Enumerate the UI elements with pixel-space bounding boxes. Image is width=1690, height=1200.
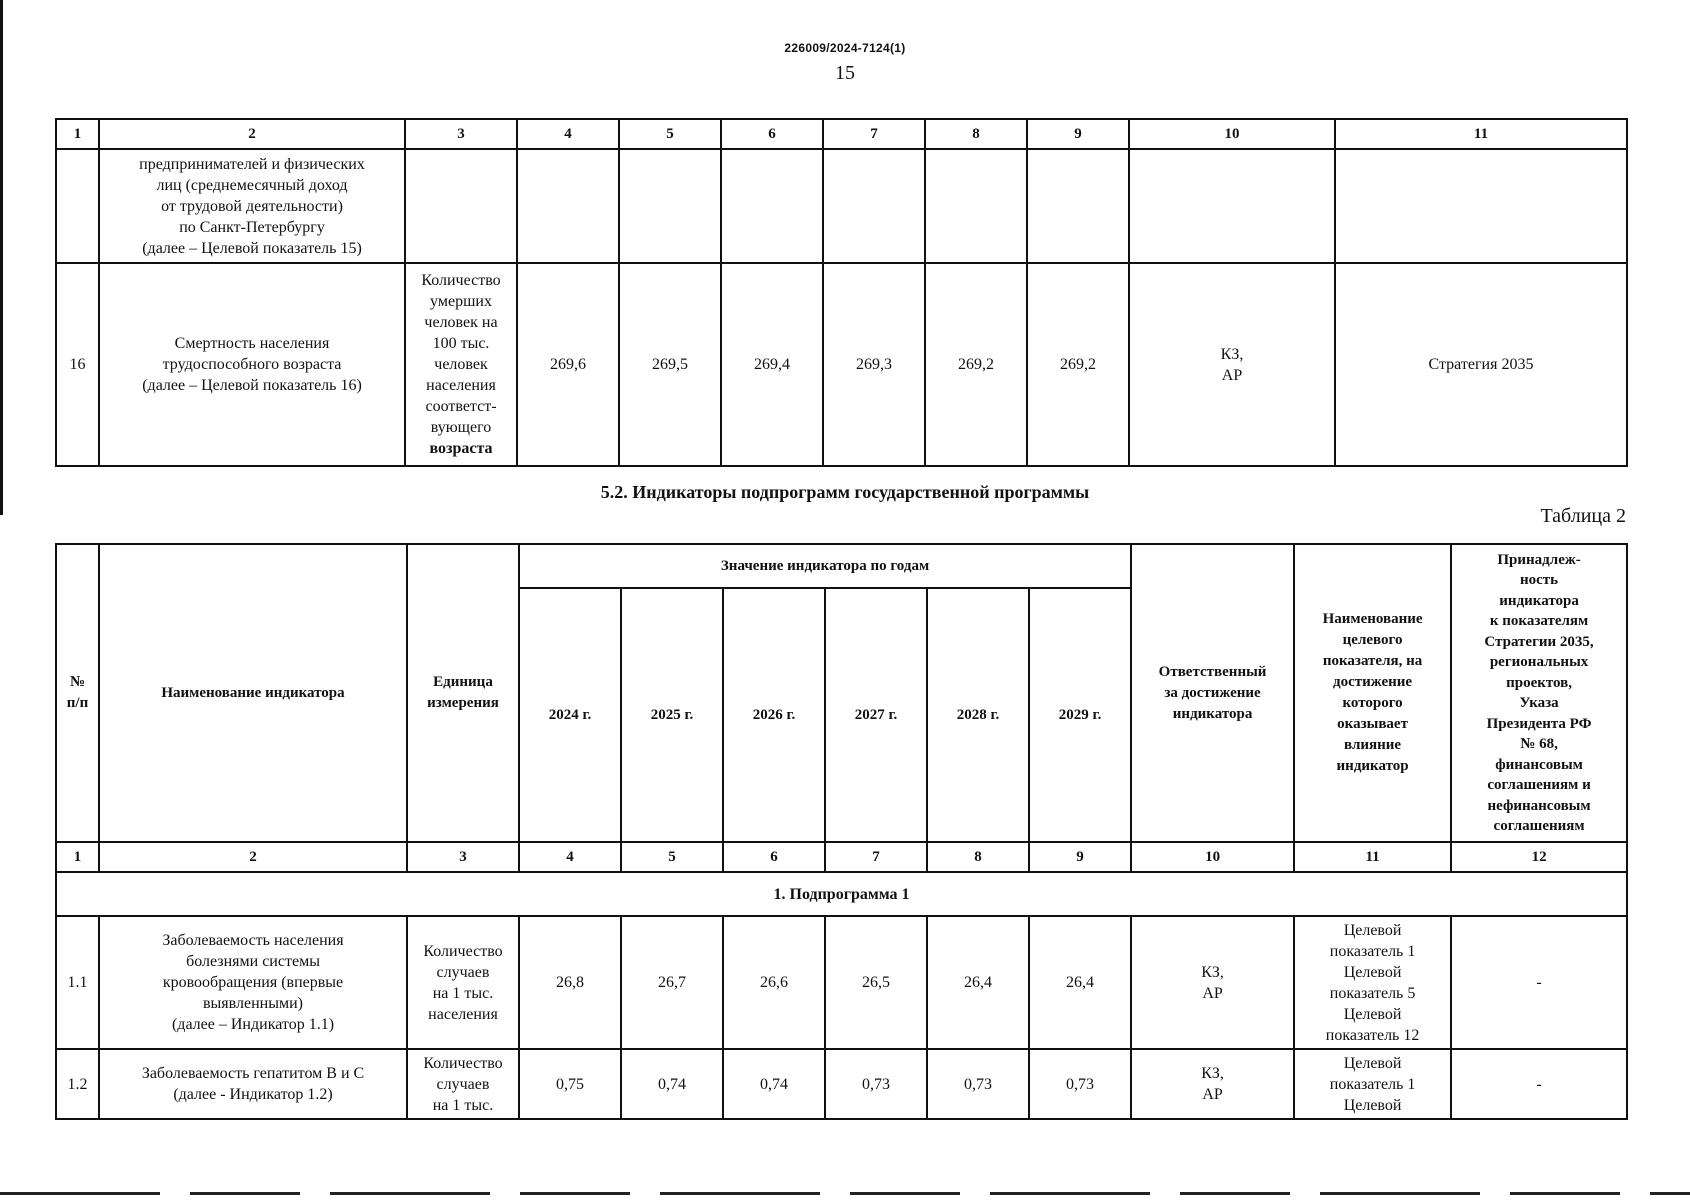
subprogram-row [56, 872, 1627, 916]
value-cell: 26,6 [723, 916, 825, 1049]
row-number: 16 [56, 263, 99, 466]
header-year: 2026 г. [723, 588, 825, 842]
indicator-name [99, 263, 405, 466]
responsible [1129, 263, 1335, 466]
table-row [56, 1049, 1627, 1119]
table-row [56, 263, 1627, 466]
value-cell: 26,4 [1029, 916, 1131, 1049]
column-number: 2 [99, 842, 407, 872]
column-number: 11 [1335, 119, 1627, 149]
column-number: 2 [99, 119, 405, 149]
column-number: 8 [925, 119, 1027, 149]
value-cell: 269,3 [823, 263, 925, 466]
unit: Количество случаев на 1 тыс. [407, 1049, 519, 1119]
responsible: КЗ, АР [1131, 1049, 1294, 1119]
belonging: - [1451, 1049, 1627, 1119]
value-cell: 0,73 [825, 1049, 927, 1119]
subprogram-title: 1. Подпрограмма 1 [56, 872, 1627, 916]
value-cell: 269,2 [925, 263, 1027, 466]
column-number: 4 [517, 119, 619, 149]
column-number: 1 [56, 842, 99, 872]
row-number: 1.1 [56, 916, 99, 1049]
unit-line: вующего [430, 419, 492, 436]
column-number: 6 [723, 842, 825, 872]
responsible-line: КЗ, [1220, 345, 1244, 363]
unit-line: 100 тыс. [432, 335, 490, 352]
header-num: № п/п [56, 544, 99, 842]
table-row-continuation [56, 149, 1627, 263]
column-number: 5 [621, 842, 723, 872]
document-number: 226009/2024-7124(1) [784, 41, 906, 55]
unit-line: умерших [430, 293, 492, 310]
bottom-rule [0, 1192, 1690, 1195]
header-target: Наименование целевого показателя, на достижение которого оказывает влияние индикатор [1294, 544, 1451, 842]
responsible: КЗ, АР [1131, 916, 1294, 1049]
value-cell: 269,4 [721, 263, 823, 466]
indicators-table-continuation [55, 118, 1628, 467]
unit-line: населения [426, 377, 496, 394]
header-year: 2028 г. [927, 588, 1029, 842]
section-title: 5.2. Индикаторы подпрограмм государственной программы [600, 482, 1090, 502]
column-number: 11 [1294, 842, 1451, 872]
header-year: 2024 г. [519, 588, 621, 842]
value-cell: 26,5 [825, 916, 927, 1049]
name-line: по Санкт-Петербургу [179, 218, 325, 236]
name-line: лиц (среднемесячный доход [156, 176, 348, 194]
row-number: 1.2 [56, 1049, 99, 1119]
name-line: (далее – Целевой показатель 15) [142, 239, 362, 257]
indicator-name [99, 149, 405, 263]
column-number: 7 [823, 119, 925, 149]
table-header-row [56, 544, 1627, 588]
table-label: Таблица 2 [1540, 505, 1626, 527]
indicator-name: Заболеваемость гепатитом В и С (далее - Индикатор 1.2) [99, 1049, 407, 1119]
value-cell: 0,75 [519, 1049, 621, 1119]
header-responsible: Ответственный за достижение индикатора [1131, 544, 1294, 842]
unit-line: человек [434, 356, 488, 373]
value-cell: 26,8 [519, 916, 621, 1049]
header-values-group: Значение индикатора по годам [519, 544, 1131, 588]
header-year: 2029 г. [1029, 588, 1131, 842]
column-number: 3 [405, 119, 517, 149]
column-number: 10 [1129, 119, 1335, 149]
header-belonging: Принадлеж- ность индикатора к показателям Стратегии 2035, региональных проектов, Указа Президента РФ № 68, финансовым соглашениям и нефинансовым соглашениям [1451, 544, 1627, 842]
column-number: 12 [1451, 842, 1627, 872]
subprogram-indicators-table [55, 543, 1628, 1120]
unit-line: Количество [421, 272, 501, 289]
header-year: 2027 г. [825, 588, 927, 842]
value-cell: 269,6 [517, 263, 619, 466]
source: Стратегия 2035 [1335, 263, 1627, 466]
column-number: 9 [1027, 119, 1129, 149]
name-line: трудоспособного возраста [162, 356, 342, 373]
column-number-row [56, 842, 1627, 872]
column-number: 1 [56, 119, 99, 149]
unit-line: возраста [429, 440, 493, 457]
column-number: 3 [407, 842, 519, 872]
value-cell: 269,5 [619, 263, 721, 466]
column-number: 7 [825, 842, 927, 872]
column-number: 10 [1131, 842, 1294, 872]
column-number: 9 [1029, 842, 1131, 872]
column-number: 6 [721, 119, 823, 149]
unit [405, 263, 517, 466]
name-line: от трудовой деятельности) [161, 197, 343, 215]
unit-line: человек на [424, 314, 498, 331]
column-number-row [56, 119, 1627, 149]
column-number: 8 [927, 842, 1029, 872]
responsible-line: АР [1221, 366, 1243, 384]
value-cell: 0,73 [927, 1049, 1029, 1119]
belonging: - [1451, 916, 1627, 1049]
target-indicators: Целевой показатель 1 Целевой [1294, 1049, 1451, 1119]
value-cell: 26,4 [927, 916, 1029, 1049]
column-number: 4 [519, 842, 621, 872]
value-cell: 0,73 [1029, 1049, 1131, 1119]
name-line: Смертность населения [174, 335, 330, 352]
indicator-name: Заболеваемость населения болезнями системы кровообращения (впервые выявленными) (далее – Индикатор 1.1) [99, 916, 407, 1049]
name-line: (далее – Целевой показатель 16) [142, 377, 362, 394]
value-cell: 0,74 [621, 1049, 723, 1119]
value-cell: 0,74 [723, 1049, 825, 1119]
target-indicators: Целевой показатель 1 Целевой показатель 5 Целевой показатель 12 [1294, 916, 1451, 1049]
header-name: Наименование индикатора [99, 544, 407, 842]
name-line: предпринимателей и физических [139, 155, 365, 173]
unit: Количество случаев на 1 тыс. населения [407, 916, 519, 1049]
header-year: 2025 г. [621, 588, 723, 842]
unit-line: соответст- [425, 398, 497, 415]
page-number: 15 [835, 62, 855, 84]
value-cell: 26,7 [621, 916, 723, 1049]
table-row [56, 916, 1627, 1049]
column-number: 5 [619, 119, 721, 149]
value-cell: 269,2 [1027, 263, 1129, 466]
header-unit: Единица измерения [407, 544, 519, 842]
